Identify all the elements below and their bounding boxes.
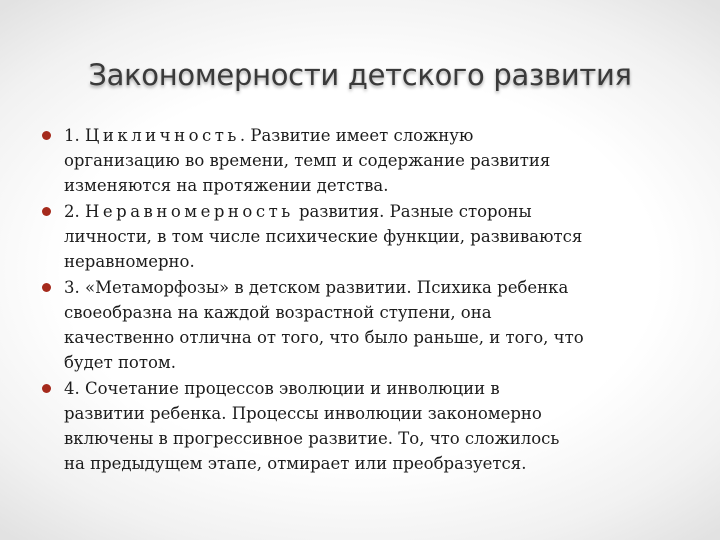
item-text: . Развитие имеет сложную [239,126,474,145]
list-item [30,376,680,476]
list-item [30,123,680,198]
bullet-list [30,123,680,477]
bullet-dot-icon [42,384,51,393]
item-line: будет потом. [64,353,177,372]
item-line: личности, в том числе психические функции, развиваются [64,227,583,246]
item-term: Цикличность [85,126,240,145]
item-number: 2. [64,202,85,221]
bullet-dot-icon [42,283,51,292]
item-line: своеобразна на каждой возрастной ступени, она [64,303,492,322]
bullet-dot-icon [42,131,51,140]
item-line: неравномерно. [64,252,195,271]
item-line: включены в прогрессивное развитие. То, что сложилось [64,429,560,448]
bullet-dot-icon [42,207,51,216]
list-item [30,275,680,375]
item-line: 3. «Метаморфозы» в детском развитии. Психика ребенка [64,278,569,297]
item-line: изменяются на протяжении детства. [64,176,389,195]
item-number: 1. [64,126,85,145]
item-line [64,123,680,148]
item-line [64,199,680,224]
list-item [30,199,680,274]
item-line: развитии ребенка. Процессы инволюции закономерно [64,404,542,423]
item-text: развития. Разные стороны [293,202,532,221]
slide-title: Закономерности детского развития [88,58,632,92]
item-line: качественно отлична от того, что было раньше, и того, что [64,328,584,347]
item-line: организацию во времени, темп и содержание развития [64,151,551,170]
item-line: 4. Сочетание процессов эволюции и инволюции в [64,379,500,398]
item-line: на предыдущем этапе, отмирает или преобразуется. [64,454,527,473]
item-term: Неравномерность [85,202,294,221]
